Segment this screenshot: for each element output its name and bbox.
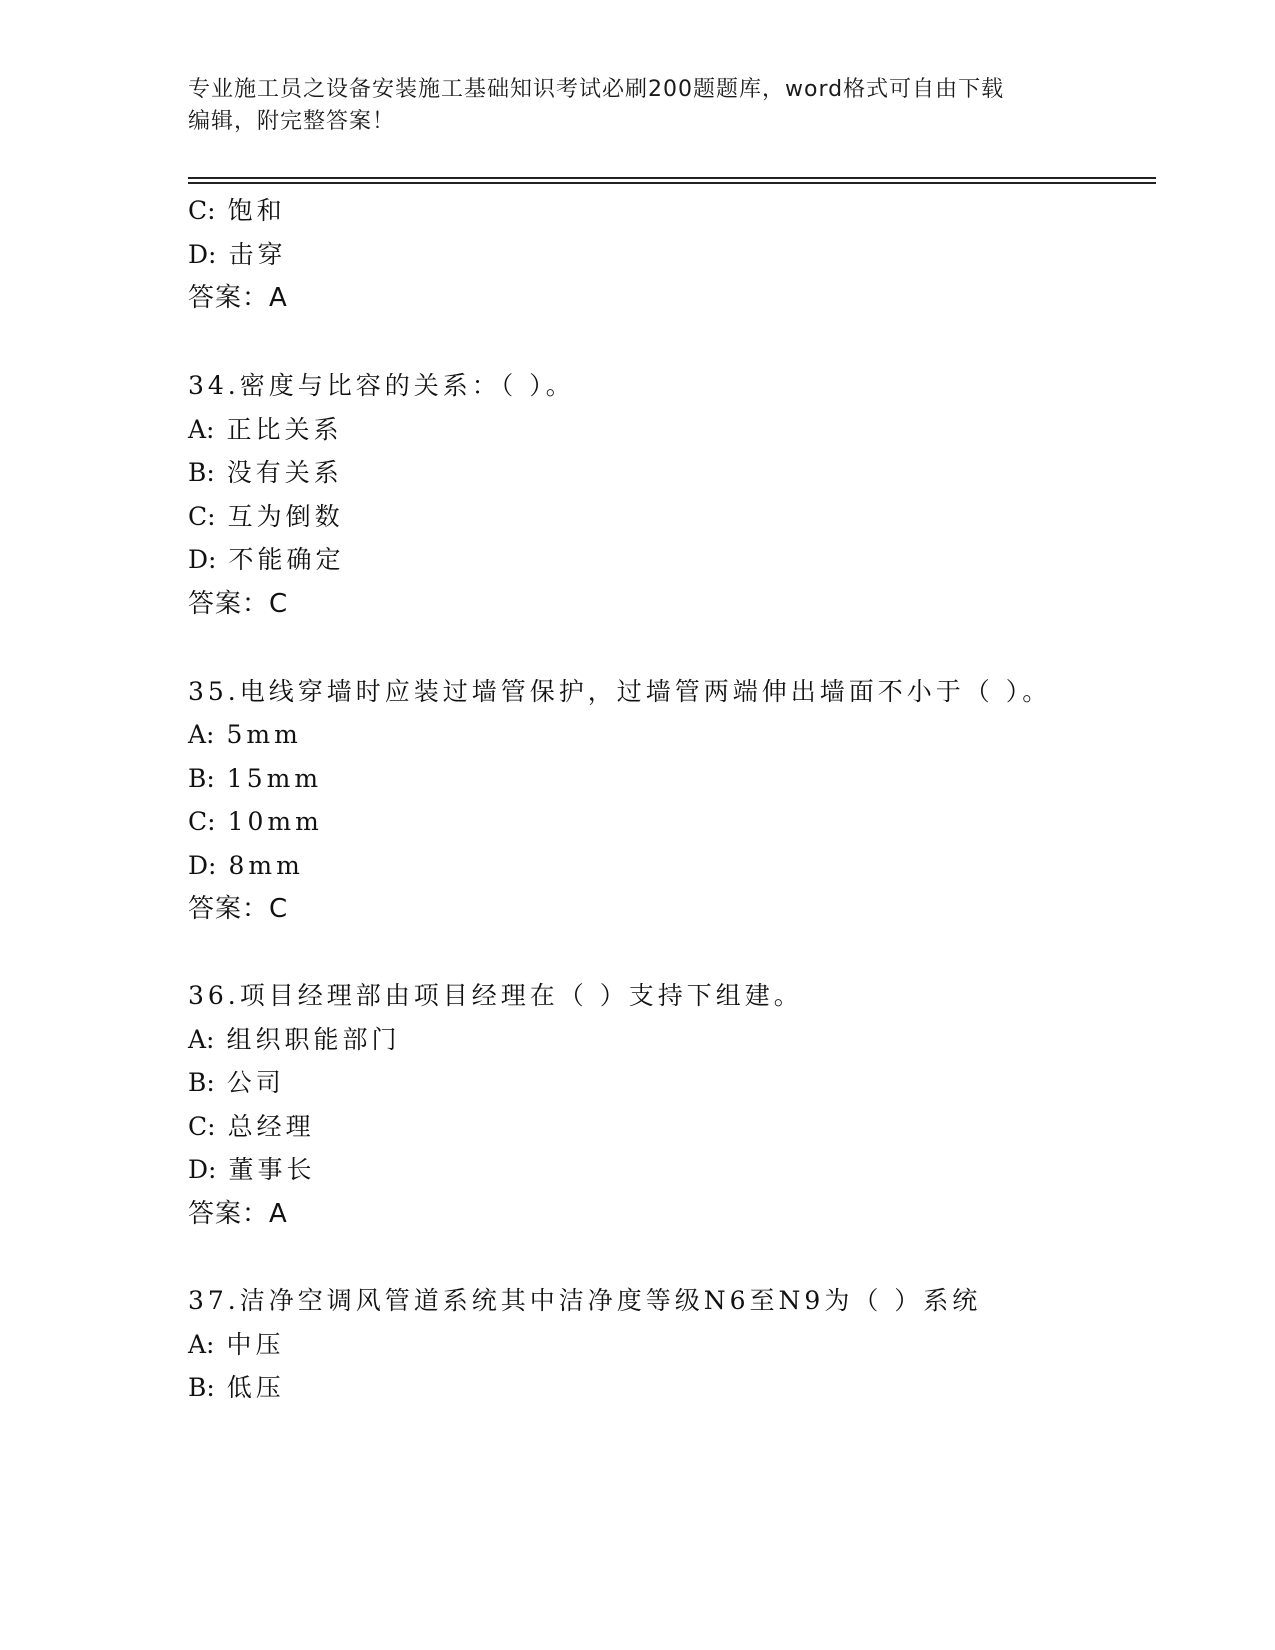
option-text: 5mm xyxy=(226,720,302,749)
option-text: 董事长 xyxy=(228,1155,316,1184)
q36-option-c xyxy=(188,1112,315,1142)
option-label: C: xyxy=(188,196,216,225)
option-text: 低压 xyxy=(226,1373,285,1402)
option-label: B: xyxy=(188,1068,215,1097)
option-text: 8mm xyxy=(228,851,304,880)
header-divider-top xyxy=(188,177,1156,179)
option-text: 组织职能部门 xyxy=(226,1025,401,1054)
q36-title: 36.项目经理部由项目经理在（ ）支持下组建。 xyxy=(188,981,803,1010)
option-text: 互为倒数 xyxy=(227,502,344,531)
q34-option-b xyxy=(188,458,343,488)
q36-option-b xyxy=(188,1068,285,1098)
option-label: A: xyxy=(188,1330,215,1359)
q37-option-b xyxy=(188,1373,285,1403)
q34-option-c xyxy=(188,502,344,532)
option-label: B: xyxy=(188,1373,215,1402)
option-label: D: xyxy=(188,1155,217,1184)
q34-answer: 答案：C xyxy=(188,589,289,619)
q35-option-c xyxy=(188,807,323,837)
option-text: 总经理 xyxy=(227,1112,315,1141)
option-text: 中压 xyxy=(226,1330,285,1359)
q34-title: 34.密度与比容的关系：（ ）。 xyxy=(188,371,575,400)
option-label: D: xyxy=(188,240,217,269)
option-label: B: xyxy=(188,458,215,487)
document-header xyxy=(188,74,1088,138)
option-label: C: xyxy=(188,1112,216,1141)
q33-option-d xyxy=(188,240,286,270)
q35-option-b xyxy=(188,764,322,794)
q35-option-a xyxy=(188,720,302,750)
option-text: 没有关系 xyxy=(226,458,343,487)
q33-answer: 答案：A xyxy=(188,283,288,313)
option-label: A: xyxy=(188,415,215,444)
q35-option-d xyxy=(188,851,304,881)
option-text: 15mm xyxy=(226,764,323,793)
q36-option-d xyxy=(188,1155,315,1185)
q34-option-d xyxy=(188,545,344,575)
option-text: 公司 xyxy=(226,1068,285,1097)
option-label: A: xyxy=(188,1025,215,1054)
option-label: C: xyxy=(188,502,216,531)
q33-option-c xyxy=(188,196,286,226)
option-label: A: xyxy=(188,720,215,749)
header-line-1: 专业施工员之设备安装施工基础知识考试必刷200题题库，word格式可自由下载 xyxy=(188,77,1005,102)
q34-option-a xyxy=(188,415,343,445)
q35-answer: 答案：C xyxy=(188,894,289,924)
q35-title: 35.电线穿墙时应装过墙管保护，过墙管两端伸出墙面不小于（ ）。 xyxy=(188,677,1052,706)
option-text: 正比关系 xyxy=(226,415,343,444)
q37-title: 37.洁净空调风管道系统其中洁净度等级N6至N9为（ ）系统 xyxy=(188,1286,982,1315)
option-label: D: xyxy=(188,545,217,574)
option-text: 击穿 xyxy=(228,240,287,269)
option-label: C: xyxy=(188,807,216,836)
option-text: 不能确定 xyxy=(228,545,345,574)
q36-answer: 答案：A xyxy=(188,1199,288,1229)
option-label: D: xyxy=(188,851,217,880)
q36-option-a xyxy=(188,1025,401,1055)
header-divider-bottom xyxy=(188,182,1156,184)
option-label: B: xyxy=(188,764,215,793)
header-line-2: 编辑，附完整答案！ xyxy=(188,109,396,134)
q37-option-a xyxy=(188,1330,285,1360)
option-text: 饱和 xyxy=(227,196,286,225)
option-text: 10mm xyxy=(227,807,323,836)
